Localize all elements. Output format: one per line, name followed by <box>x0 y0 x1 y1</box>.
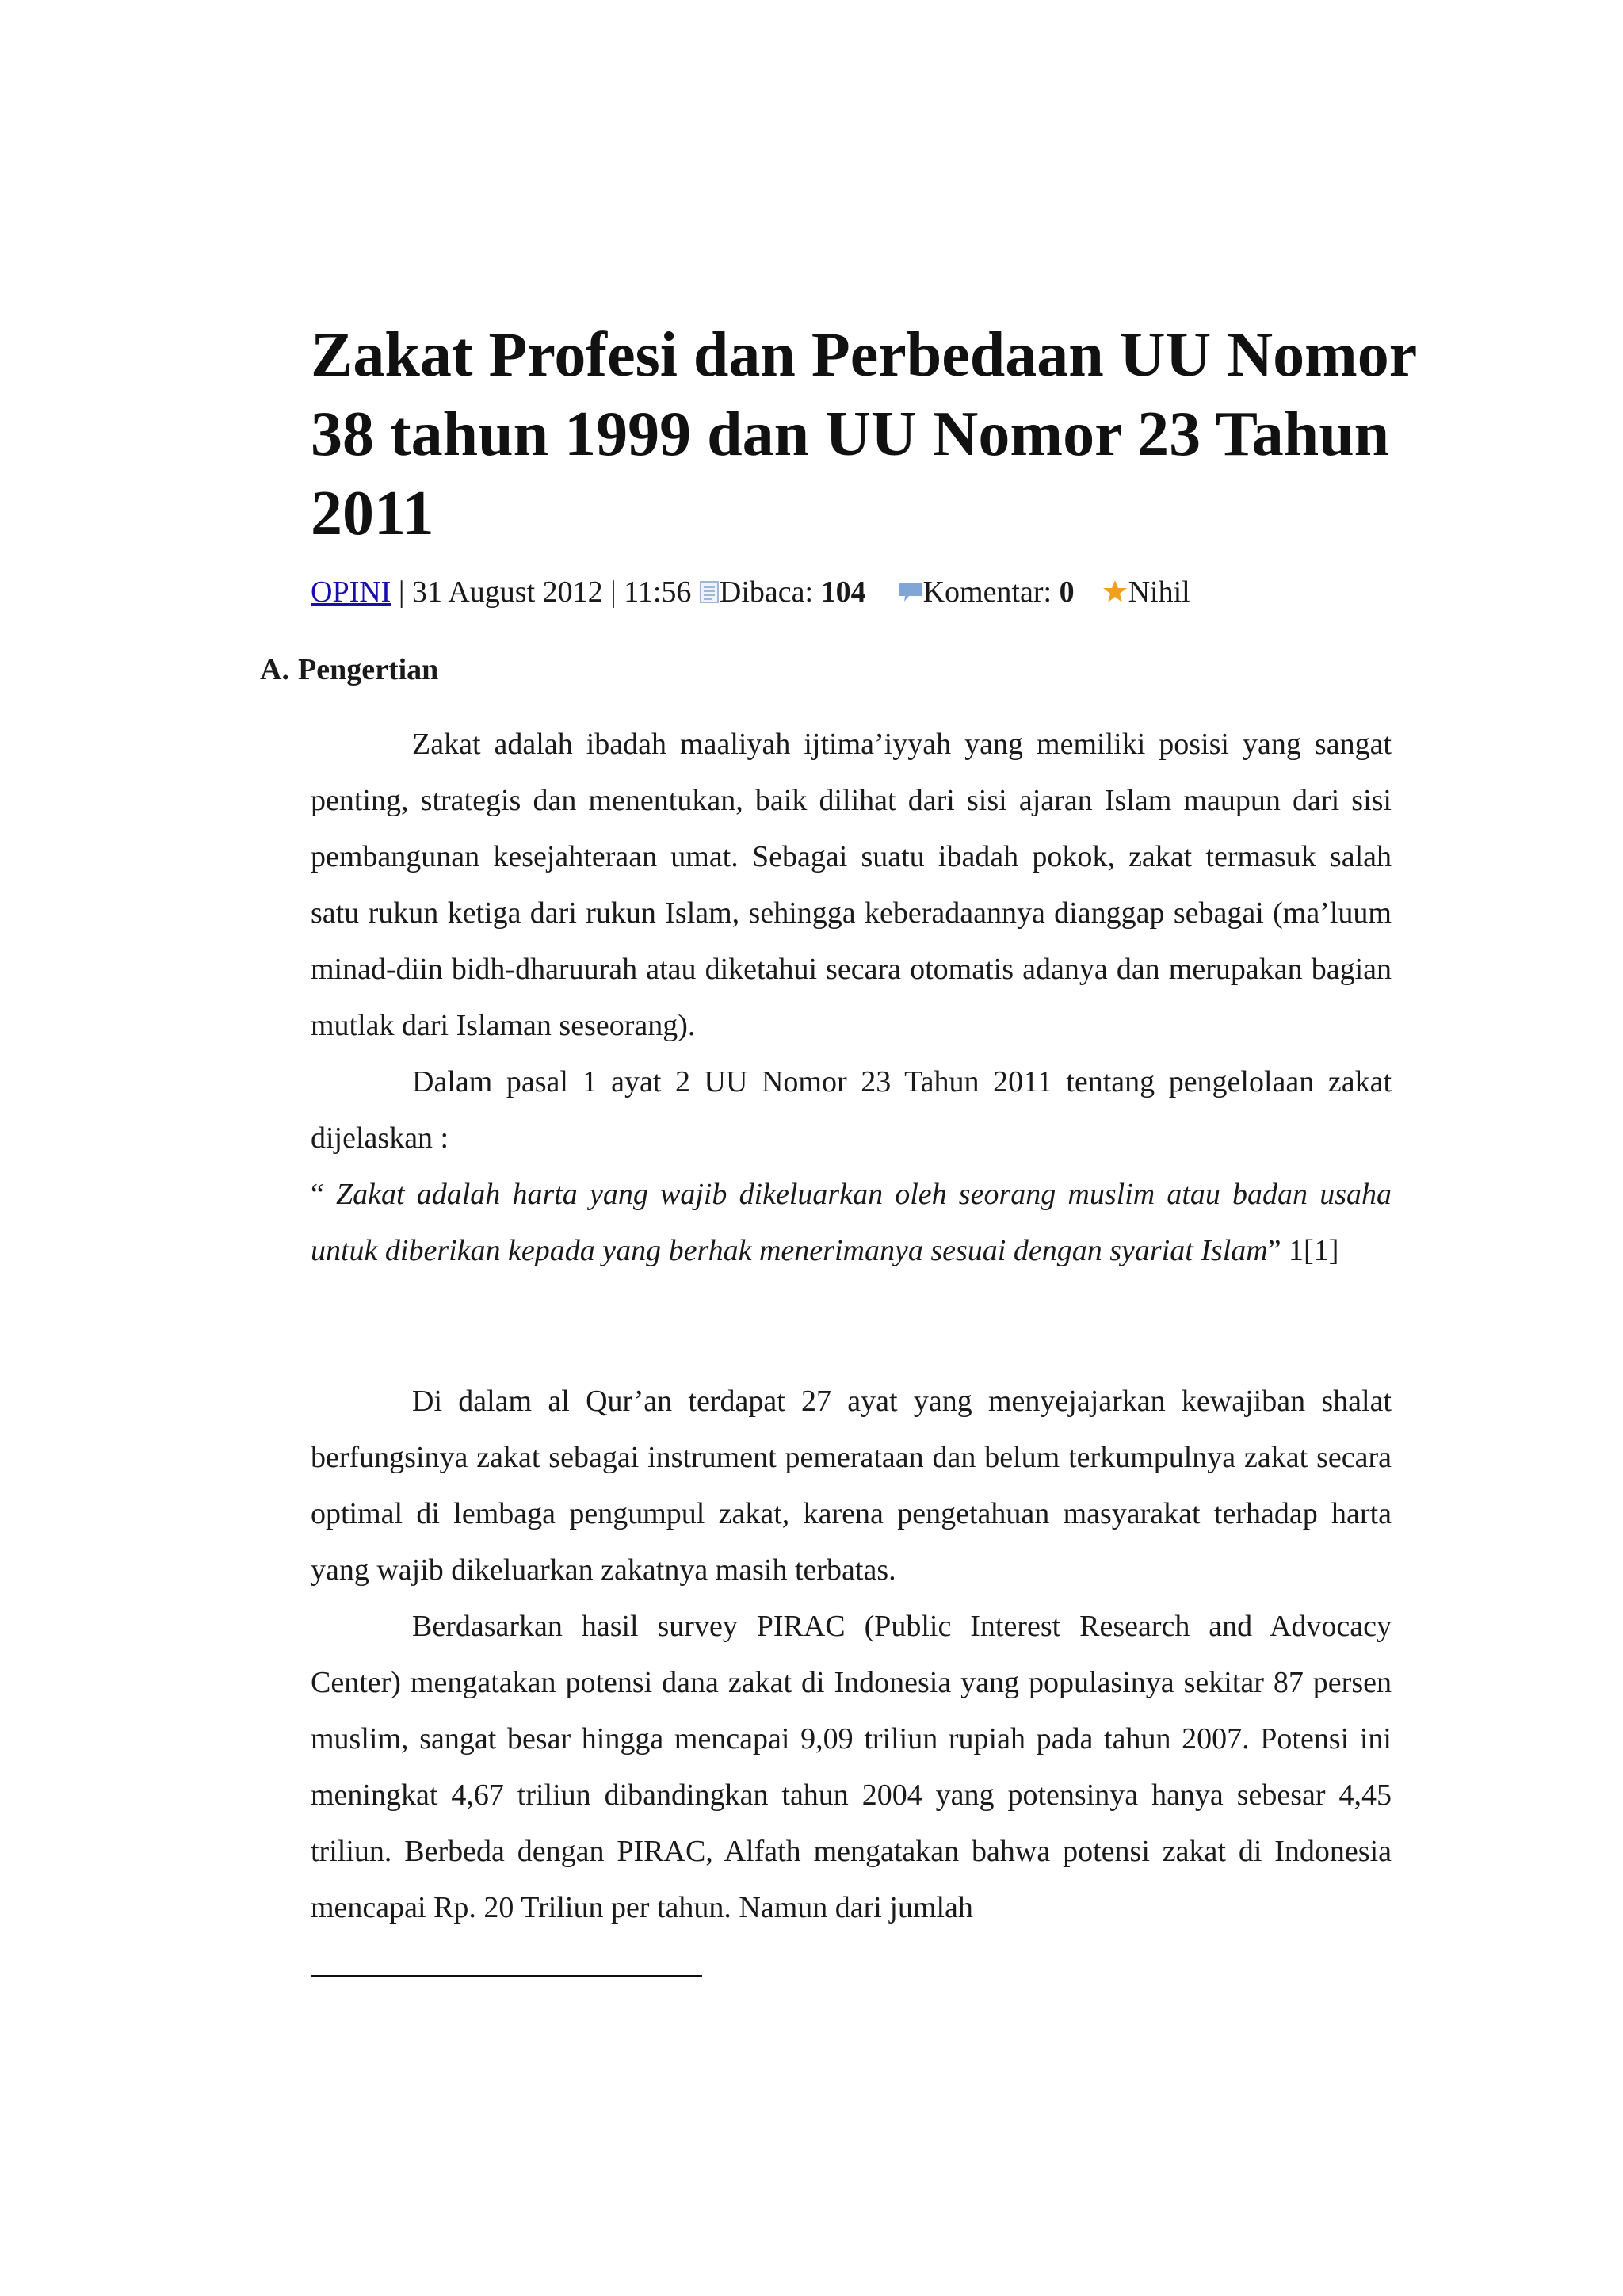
section-heading <box>260 650 438 690</box>
comment-count: 0 <box>1059 575 1075 609</box>
read-count: 104 <box>820 575 866 609</box>
quote-paragraph <box>311 1167 1392 1279</box>
rating-label: Nihil <box>1128 575 1190 609</box>
read-label: Dibaca: <box>719 575 821 609</box>
star-icon <box>1102 575 1128 614</box>
meta-separator: | <box>602 575 624 609</box>
category-link[interactable]: OPINI <box>311 575 391 609</box>
quote-text: Zakat adalah harta yang wajib dikeluarkan oleh seorang muslim atau badan usaha untuk diberikan kepada yang berhak menerimanya sesuai dengan syariat Islam <box>311 1178 1392 1267</box>
paragraph-1: Zakat adalah ibadah maaliyah ijtima’iyyah yang memiliki posisi yang sangat penting, strategis dan menentukan, baik dilihat dari sisi ajaran Islam maupun dari sisi pembangunan kesejahteraan umat. Sebagai suatu ibadah pokok, zakat termasuk salah satu rukun ketiga dari rukun Islam, sehingga keberadaannya dianggap sebagai (ma’luum minad-diin bidh-dharuurah atau diketahui secara otomatis adanya dan merupakan bagian mutlak dari Islaman seseorang). <box>311 728 1392 1042</box>
footnote-divider <box>311 1975 702 1977</box>
article-meta <box>311 572 1420 614</box>
quote-close-footnote: ” 1[1] <box>1267 1234 1339 1267</box>
comment-label: Komentar: <box>922 575 1060 609</box>
article-time: 11:56 <box>624 575 692 609</box>
quote-open: “ <box>311 1178 337 1211</box>
meta-separator: | <box>391 575 412 609</box>
article-date: 31 August 2012 <box>411 575 603 609</box>
paragraph-2: Dalam pasal 1 ayat 2 UU Nomor 23 Tahun 2011 tentang pengelolaan zakat dijelaskan : <box>311 1065 1392 1155</box>
speech-bubble-icon <box>898 575 923 614</box>
document-icon <box>699 575 720 614</box>
section-letter: A. <box>260 653 289 686</box>
paragraph-3: Di dalam al Qur’an terdapat 27 ayat yang menyejajarkan kewajiban shalat berfungsinya zakat sebagai instrument pemerataan dan belum terkumpulnya zakat secara optimal di lembaga pengumpul zakat, karena pengetahuan masyarakat terhadap harta yang wajib dikeluarkan zakatnya masih terbatas. <box>311 1385 1392 1587</box>
article-title: Zakat Profesi dan Perbedaan UU Nomor 38 tahun 1999 dan UU Nomor 23 Tahun 2011 <box>311 320 1416 548</box>
paragraph-4: Berdasarkan hasil survey PIRAC (Public Interest Research and Advocacy Center) mengatakan potensi dana zakat di Indonesia yang populasinya sekitar 87 persen muslim, sangat besar hingga mencapai 9,09 triliun rupiah pada tahun 2007. Potensi ini meningkat 4,67 triliun dibandingkan tahun 2004 yang potensinya hanya sebesar 4,45 triliun. Berbeda dengan PIRAC, Alfath mengatakan bahwa potensi zakat di Indonesia mencapai Rp. 20 Triliun per tahun. Namun dari jumlah <box>311 1610 1392 1924</box>
section-title: Pengertian <box>298 653 439 686</box>
